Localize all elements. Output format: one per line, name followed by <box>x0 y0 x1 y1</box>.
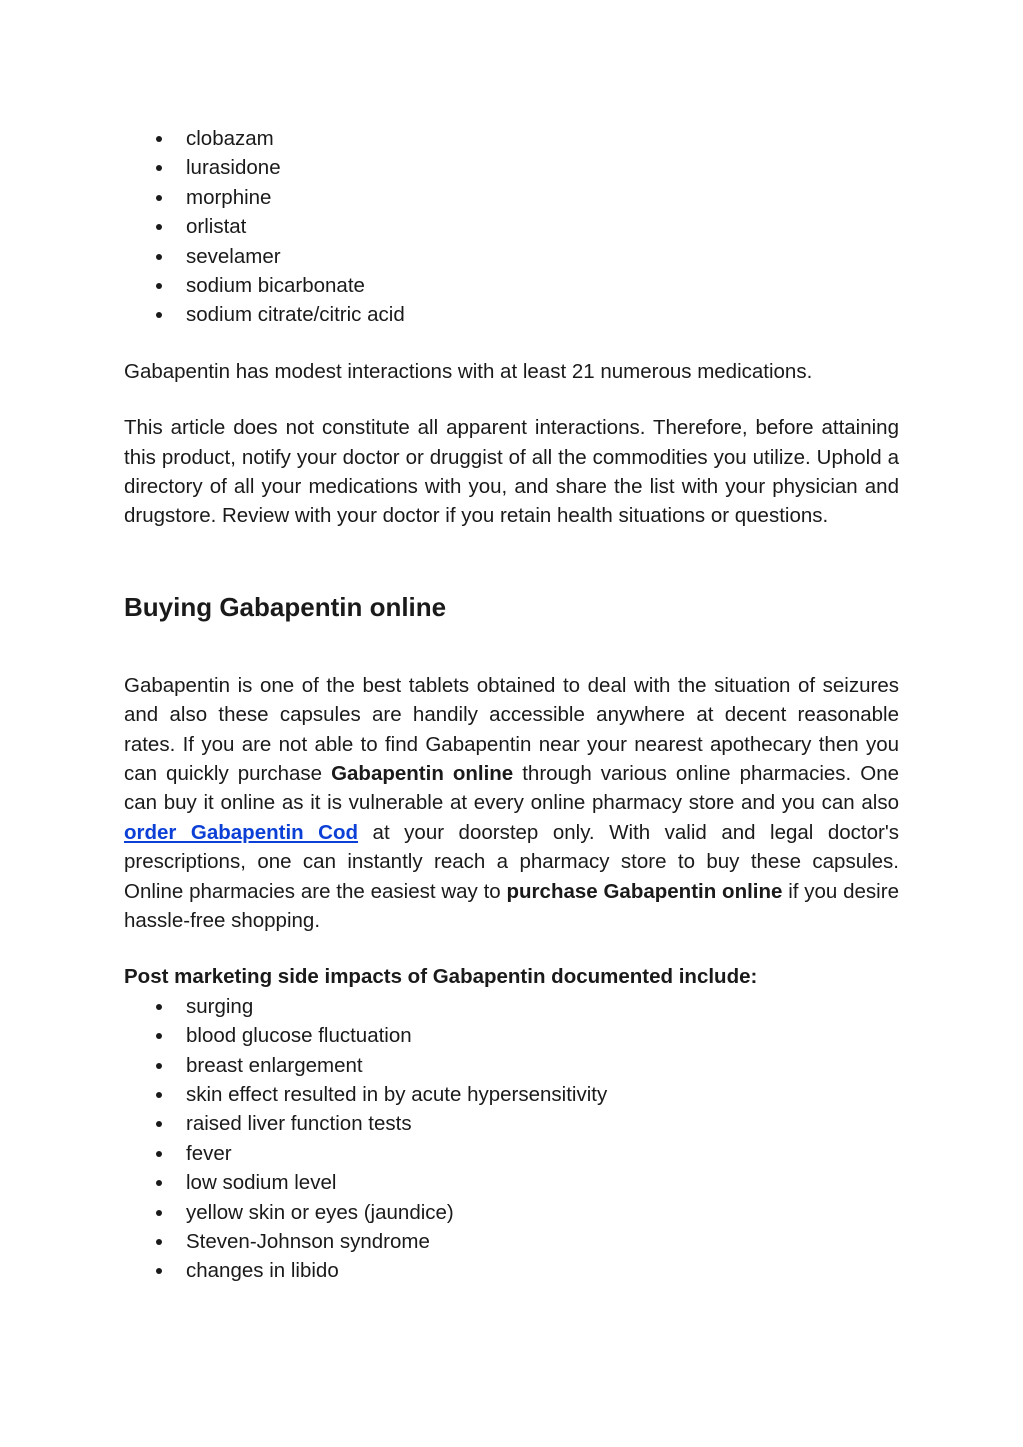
list-item: blood glucose fluctuation <box>124 1021 899 1050</box>
list-item: clobazam <box>124 124 899 153</box>
bold-gabapentin-online: Gabapentin online <box>331 761 514 785</box>
list-item: fever <box>124 1139 899 1168</box>
list-item: breast enlargement <box>124 1051 899 1080</box>
document-page <box>124 124 899 1286</box>
side-impacts-title: Post marketing side impacts of Gabapentin documented include: <box>124 965 758 989</box>
order-gabapentin-cod-link[interactable]: order Gabapentin Cod <box>124 820 359 844</box>
buying-paragraph: Gabapentin is one of the best tablets obtained to deal with the situation of seizures and also these capsules are handily accessible anywhere at decent reasonable rates. If you are not able to find Gabapentin near your nearest apothecary then you can quickly purchase Gabapentin online through various online pharmacies. One can buy it online as it is vulnerable at every online pharmacy store and you can also order Gabapentin Cod at your doorstep only. With valid and legal doctor's prescriptions, one can instantly reach a pharmacy store to buy these capsules. Online pharmacies are the easiest way to purchase Gabapentin online if you desire hassle-free shopping. <box>124 673 899 933</box>
list-item: yellow skin or eyes (jaundice) <box>124 1198 899 1227</box>
article-disclaimer-paragraph: This article does not constitute all apparent interactions. Therefore, before attaining this product, notify your doctor or druggist of all the commodities you utilize. Uphold a directory of all your medications with you, and share the list with your physician and drugstore. Review with your doctor if you retain health situations or questions. <box>124 416 899 528</box>
bullet-icon <box>156 283 162 289</box>
bullet-icon <box>156 1121 162 1127</box>
bullet-icon <box>156 136 162 142</box>
bullet-icon <box>156 1092 162 1098</box>
list-item: skin effect resulted in by acute hypersensitivity <box>124 1080 899 1109</box>
list-item: sodium bicarbonate <box>124 271 899 300</box>
section-heading: Buying Gabapentin online <box>124 591 447 622</box>
bold-purchase-gabapentin-online: purchase Gabapentin online <box>506 879 783 903</box>
list-item: raised liver function tests <box>124 1109 899 1138</box>
bullet-icon <box>156 1268 162 1274</box>
bullet-icon <box>156 1151 162 1157</box>
bullet-icon <box>156 1180 162 1186</box>
list-item: surging <box>124 992 899 1021</box>
list-item: morphine <box>124 183 899 212</box>
list-item: Steven-Johnson syndrome <box>124 1227 899 1256</box>
bullet-icon <box>156 312 162 318</box>
list-item: sodium citrate/citric acid <box>124 300 899 329</box>
bullet-icon <box>156 1239 162 1245</box>
medication-list <box>124 124 899 330</box>
bullet-icon <box>156 165 162 171</box>
bullet-icon <box>156 1033 162 1039</box>
interactions-paragraph: Gabapentin has modest interactions with at least 21 numerous medications. <box>124 359 813 383</box>
list-item: orlistat <box>124 212 899 241</box>
bullet-icon <box>156 195 162 201</box>
list-item: sevelamer <box>124 242 899 271</box>
list-item: low sodium level <box>124 1168 899 1197</box>
bullet-icon <box>156 1210 162 1216</box>
bullet-icon <box>156 224 162 230</box>
list-item: lurasidone <box>124 153 899 182</box>
bullet-icon <box>156 1004 162 1010</box>
bullet-icon <box>156 254 162 260</box>
list-item: changes in libido <box>124 1256 899 1285</box>
side-impacts-list <box>124 992 899 1286</box>
bullet-icon <box>156 1063 162 1069</box>
